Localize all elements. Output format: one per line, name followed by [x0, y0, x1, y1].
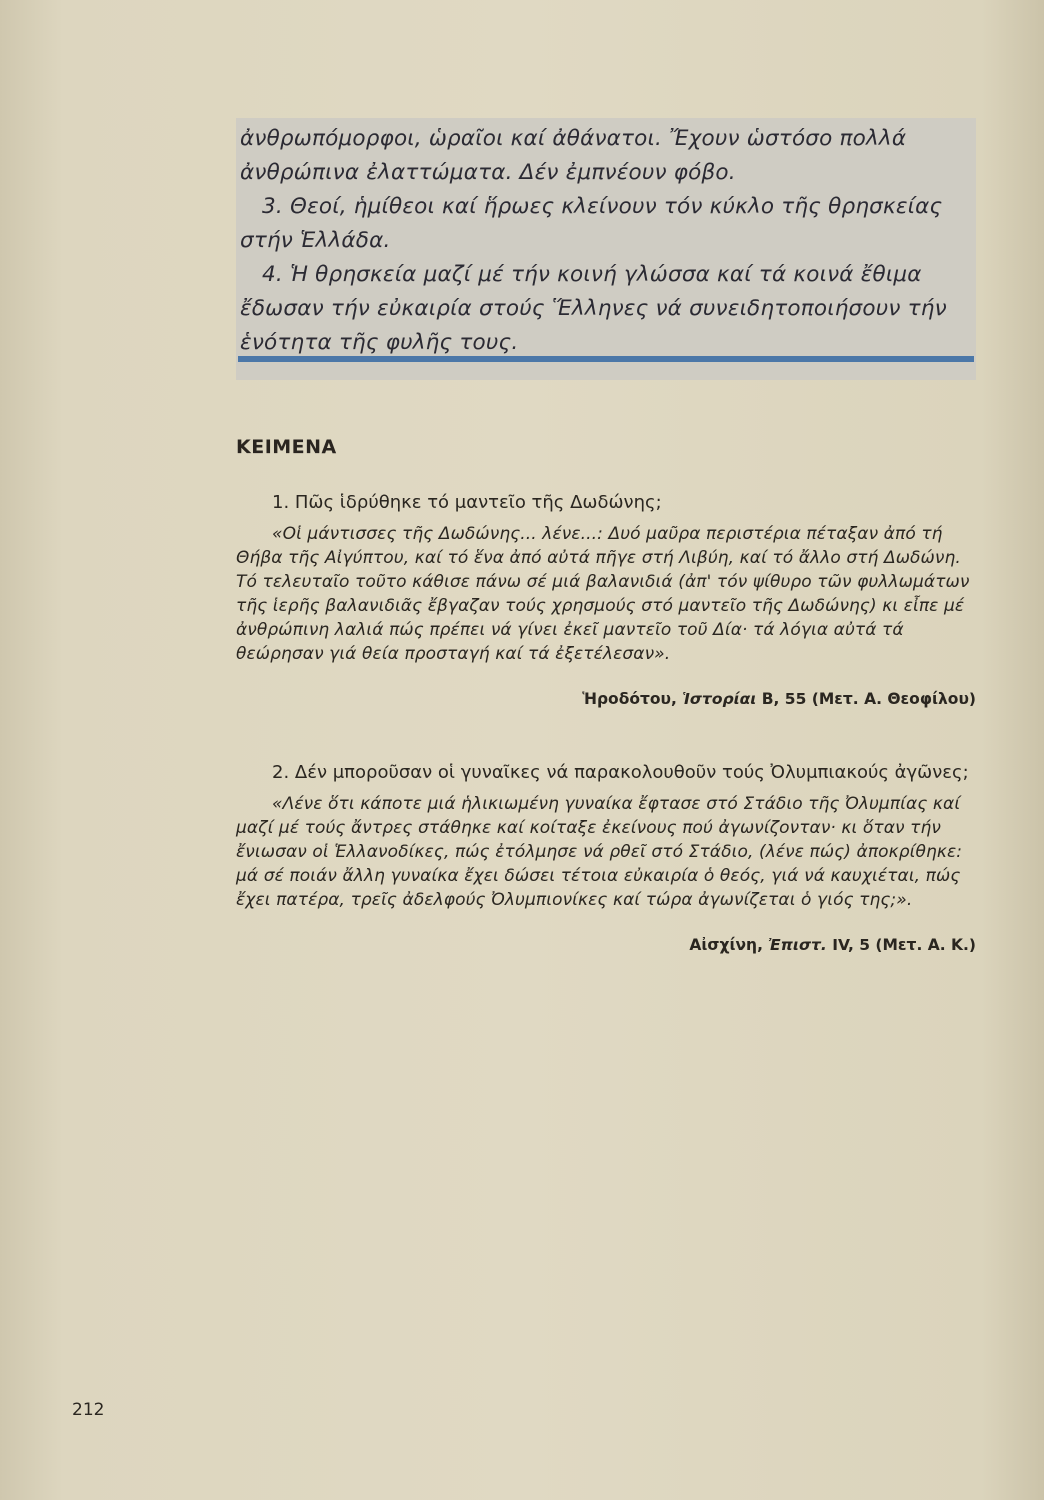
text-2-source-author: Αἰσχίνη,: [689, 936, 769, 954]
page-number: 212: [72, 1400, 105, 1420]
text-1-source-ref: Β, 55 (Μετ. Α. Θεοφίλου): [756, 690, 976, 708]
summary-box: [236, 118, 976, 380]
section-heading: ΚΕΙΜΕΝΑ: [236, 436, 337, 458]
text-2-quote: «Λένε ὅτι κάποτε μιά ἡλικιωμένη γυναίκα ἔφτασε στό Στάδιο τῆς Ὀλυμπίας καί μαζί μέ τούς ἄντρες στάθηκε καί κοίταξε ἐκείνους πού ἀγωνίζονταν· κι ὅταν τήν ἔνιωσαν οἱ Ἑλλανοδίκες, πώς ἐτόλμησε νά ρθεῖ στό Στάδιο, (λένε πώς) ἀποκρίθηκε: μά σέ ποιάν ἄλλη γυναίκα ἔχει δώσει τέτοια εὐκαιρία ὁ θεός, γιά νά καυχιέται, πώς ἔχει πατέρα, τρεῖς ἀδελφούς Ὀλυμπιονίκες καί τώρα ἀγωνίζεται ὁ γιός της;».: [236, 794, 963, 910]
text-1-source-author: Ἡροδότου,: [582, 690, 683, 708]
text-2-title: 2. Δέν μποροῦσαν οἱ γυναῖκες νά παρακολουθοῦν τούς Ὀλυμπιακούς ἀγῶνες;: [272, 762, 969, 783]
summary-point-3: 3. Θεοί, ἡμίθεοι καί ἥρωες κλείνουν τόν κύκλο τῆς θρησκείας στήν Ἑλλάδα.: [240, 194, 943, 253]
text-2-source: [236, 936, 976, 954]
text-1-quote: «Οἱ μάντισσες τῆς Δωδώνης... λένε...: Δυό μαῦρα περιστέρια πέταξαν ἀπό τή Θήβα τῆς Αἰγύπτου, καί τό ἕνα ἀπό αὐτά πῆγε στή Λιβύη, καί τό ἄλλο στή Δωδώνη. Τό τελευταῖο τοῦτο κάθισε πάνω σέ μιά βαλανιδιά (ἀπ' τόν ψίθυρο τῶν φυλλωμάτων τῆς ἱερῆς βαλανιδιᾶς ἔβγαζαν τούς χρησμούς στό μαντεῖο τῆς Δωδώνης) κι εἶπε μέ ἀνθρώπινη λαλιά πώς πρέπει νά γίνει ἐκεῖ μαντεῖο τοῦ Δία· τά λόγια αὐτά τά θεώρησαν γιά θεία προσταγή καί τά ἐξετέλεσαν».: [236, 524, 970, 664]
text-2-source-work: Ἐπιστ.: [768, 936, 827, 954]
text-2: [236, 760, 976, 954]
section-divider: [238, 356, 974, 362]
summary-line-1: ἀνθρωπόμορφοι, ὡραῖοι καί ἀθάνατοι. Ἔχουν ὡστόσο πολλά ἀνθρώπινα ἐλαττώματα. Δέν ἐμπνέουν φόβο.: [240, 126, 907, 185]
text-1-title: 1. Πῶς ἱδρύθηκε τό μαντεῖο τῆς Δωδώνης;: [272, 492, 662, 513]
text-1: [236, 490, 976, 708]
summary-point-4: 4. Ἡ θρησκεία μαζί μέ τήν κοινή γλώσσα καί τά κοινά ἔθιμα ἔδωσαν τήν εὐκαιρία στούς Ἕλληνες νά συνειδητοποιήσουν τήν ἑνότητα τῆς φυλῆς τους.: [240, 262, 947, 355]
text-2-source-ref: IV, 5 (Μετ. Α. Κ.): [826, 936, 976, 954]
text-1-source: [236, 690, 976, 708]
text-1-source-work: Ἱστορίαι: [682, 690, 757, 708]
